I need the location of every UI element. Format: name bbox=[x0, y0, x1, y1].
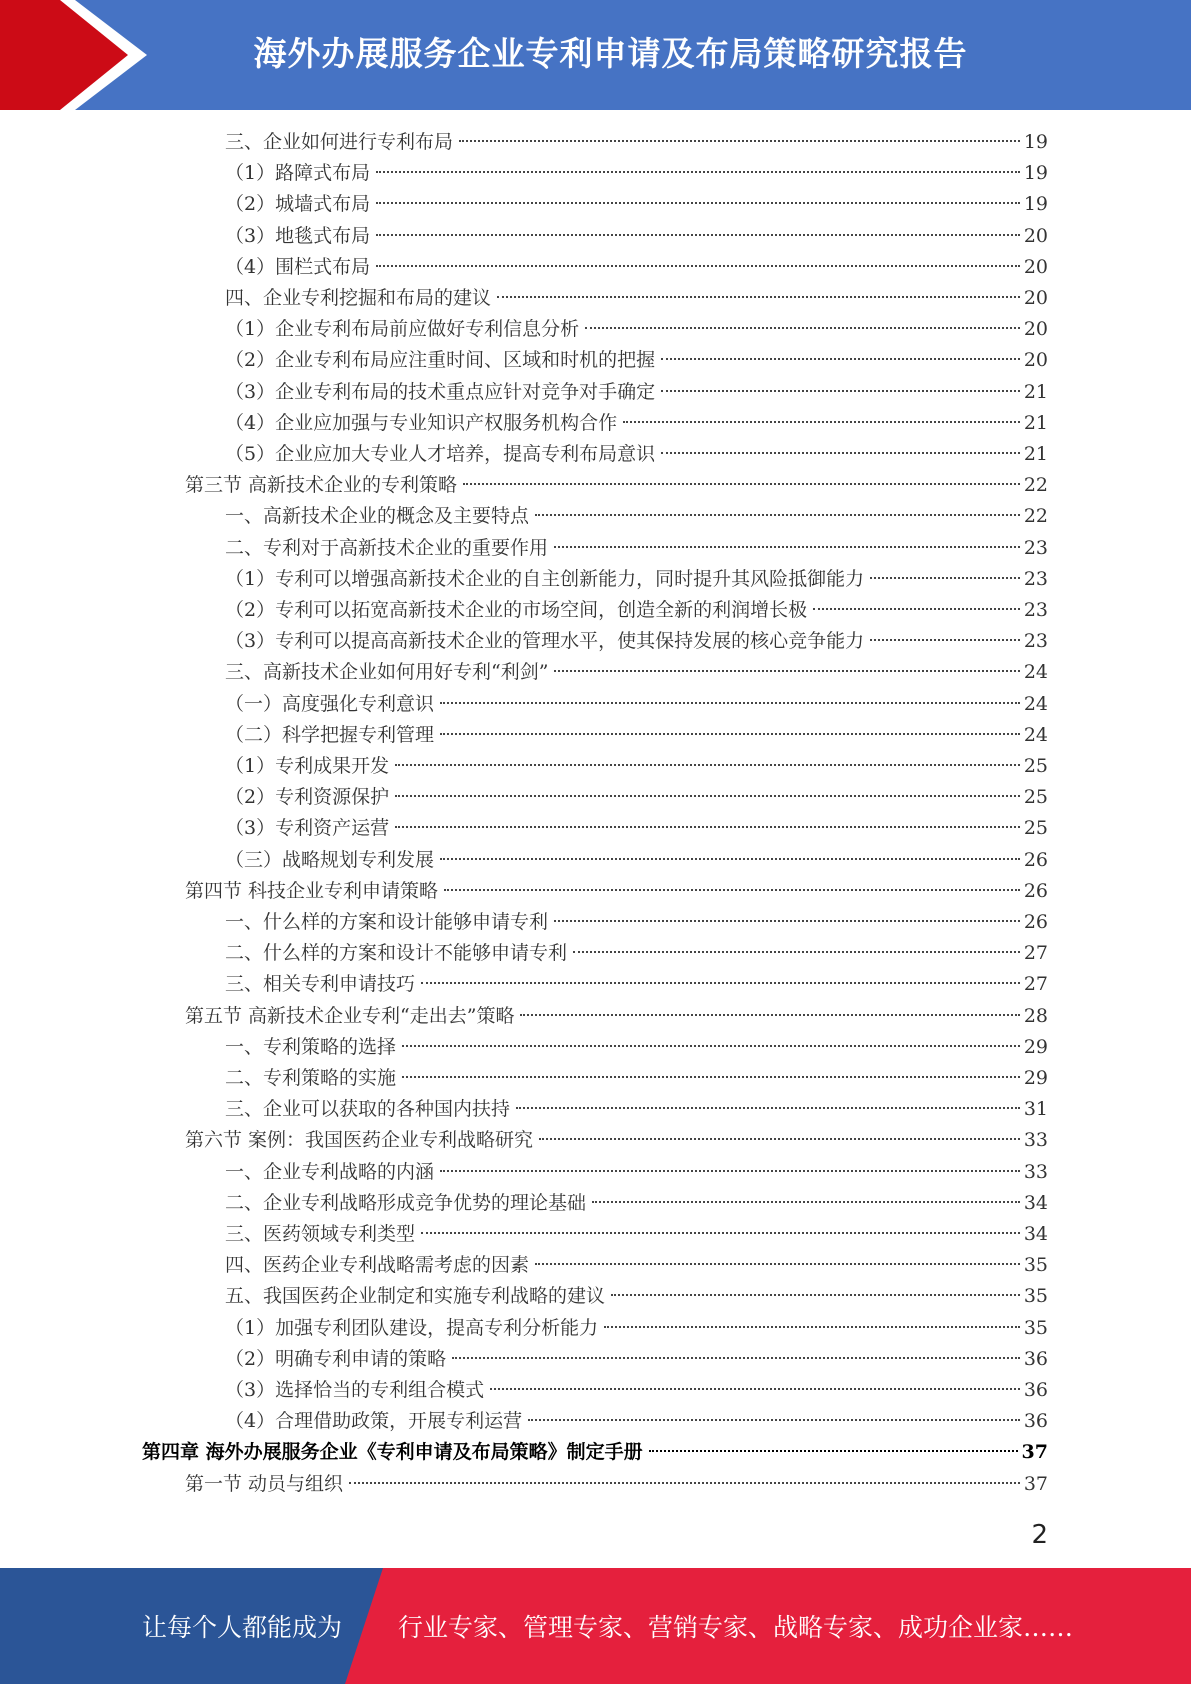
toc-dot-leader bbox=[611, 1294, 1020, 1296]
toc-entry-title: 二、专利对于高新技术企业的重要作用 bbox=[225, 536, 549, 559]
toc-dot-leader bbox=[452, 1357, 1020, 1359]
toc-entry-title: （4）合理借助政策，开展专利运营 bbox=[225, 1410, 523, 1433]
toc-entry[interactable] bbox=[225, 283, 1048, 314]
footer-slogan-right: 行业专家、管理专家、营销专家、战略专家、成功企业家…… bbox=[398, 1613, 1074, 1642]
toc-dot-leader bbox=[490, 1388, 1020, 1390]
toc-entry-title: 五、我国医药企业制定和实施专利战略的建议 bbox=[225, 1285, 606, 1308]
toc-entry-page: 33 bbox=[1023, 1160, 1048, 1183]
toc-entry-title: （1）路障式布局 bbox=[225, 162, 371, 185]
toc-entry-title: （3）选择恰当的专利组合模式 bbox=[225, 1379, 485, 1401]
toc-entry[interactable] bbox=[225, 314, 1048, 345]
toc-entry-page: 23 bbox=[1023, 630, 1048, 653]
toc-dot-leader bbox=[376, 171, 1020, 173]
toc-entry-page: 29 bbox=[1023, 1035, 1048, 1058]
toc-entry-page: 21 bbox=[1023, 380, 1048, 403]
toc-dot-leader bbox=[444, 889, 1020, 891]
toc-entry-title: 四、医药企业专利战略需考虑的因素 bbox=[225, 1254, 530, 1277]
toc-entry[interactable] bbox=[225, 969, 1048, 1000]
toc-entry-title: 一、专利策略的选择 bbox=[225, 1035, 397, 1058]
toc-entry-title: （2）专利可以拓宽高新技术企业的市场空间，创造全新的利润增长极 bbox=[225, 599, 808, 621]
toc-entry[interactable] bbox=[225, 252, 1048, 283]
toc-entry[interactable] bbox=[225, 1094, 1048, 1125]
toc-entry-title: 二、专利策略的实施 bbox=[225, 1067, 397, 1089]
toc-entry-page: 24 bbox=[1023, 661, 1048, 684]
toc-dot-leader bbox=[585, 327, 1020, 329]
toc-entry[interactable] bbox=[225, 345, 1048, 376]
toc-entry-page: 20 bbox=[1023, 224, 1048, 247]
toc-dot-leader bbox=[395, 764, 1020, 766]
toc-entry-page: 24 bbox=[1023, 692, 1048, 715]
toc-entry-page: 34 bbox=[1023, 1223, 1048, 1245]
toc-entry[interactable] bbox=[225, 595, 1048, 626]
toc-entry[interactable] bbox=[225, 1406, 1048, 1437]
toc-dot-leader bbox=[535, 1263, 1020, 1265]
toc-entry[interactable] bbox=[225, 813, 1048, 844]
toc-dot-leader bbox=[349, 1482, 1020, 1484]
toc-entry[interactable] bbox=[225, 501, 1048, 532]
toc-entry-page: 21 bbox=[1023, 411, 1048, 434]
toc-dot-leader bbox=[421, 982, 1020, 984]
toc-entry-page: 33 bbox=[1023, 1129, 1048, 1152]
toc-entry-title: 三、相关专利申请技巧 bbox=[225, 973, 416, 996]
toc-entry-title: 一、企业专利战略的内涵 bbox=[225, 1160, 435, 1183]
toc-entry-title: （5）企业应加大专业人才培养，提高专利布局意识 bbox=[225, 443, 656, 465]
toc-entry-page: 27 bbox=[1023, 942, 1048, 965]
toc-dot-leader bbox=[395, 826, 1020, 828]
toc-entry-title: （1）专利成果开发 bbox=[225, 755, 390, 777]
toc-entry-title: 第四节 科技企业专利申请策略 bbox=[185, 879, 439, 902]
toc-dot-leader bbox=[554, 670, 1019, 672]
toc-entry-page: 23 bbox=[1023, 599, 1048, 621]
toc-entry-page: 35 bbox=[1023, 1316, 1048, 1339]
toc-entry[interactable] bbox=[225, 127, 1048, 158]
toc-entry-title: 四、企业专利挖掘和布局的建议 bbox=[225, 287, 492, 309]
toc-dot-leader bbox=[440, 702, 1020, 704]
toc-entry[interactable] bbox=[225, 1344, 1048, 1375]
toc-dot-leader bbox=[376, 202, 1020, 204]
toc-entry[interactable] bbox=[225, 1219, 1048, 1250]
toc-entry-title: （2）专利资源保护 bbox=[225, 786, 390, 809]
toc-entry[interactable] bbox=[225, 189, 1048, 220]
footer-slogan-left: 让每个人都能成为 bbox=[142, 1613, 343, 1642]
toc-entry[interactable] bbox=[225, 845, 1048, 876]
toc-entry-page: 36 bbox=[1023, 1347, 1048, 1370]
toc-entry-page: 35 bbox=[1023, 1285, 1048, 1308]
toc-entry-title: （三）战略规划专利发展 bbox=[225, 848, 435, 871]
toc-entry[interactable] bbox=[185, 876, 1048, 907]
toc-entry-title: （1）加强专利团队建设，提高专利分析能力 bbox=[225, 1316, 599, 1339]
page-footer bbox=[0, 1568, 1191, 1684]
toc-entry[interactable] bbox=[225, 377, 1048, 408]
toc-entry-title: （4）企业应加强与专业知识产权服务机构合作 bbox=[225, 411, 618, 434]
toc-entry[interactable] bbox=[225, 689, 1048, 720]
toc-entry-title: （2）企业专利布局应注重时间、区域和时机的把握 bbox=[225, 349, 656, 372]
toc-entry[interactable] bbox=[225, 720, 1048, 751]
toc-entry-page: 28 bbox=[1023, 1004, 1048, 1027]
toc-entry[interactable] bbox=[225, 408, 1048, 439]
toc-entry-page: 20 bbox=[1023, 349, 1048, 372]
toc-dot-leader bbox=[463, 483, 1020, 485]
toc-entry-title: （一）高度强化专利意识 bbox=[225, 692, 435, 715]
toc-entry-page: 19 bbox=[1023, 193, 1048, 216]
toc-entry-page: 25 bbox=[1023, 755, 1048, 777]
toc-dot-leader bbox=[649, 1450, 1018, 1452]
toc-entry-title: （2）城墙式布局 bbox=[225, 193, 371, 216]
toc-entry[interactable] bbox=[225, 1188, 1048, 1219]
toc-dot-leader bbox=[376, 265, 1020, 267]
toc-entry-page: 21 bbox=[1023, 443, 1048, 465]
toc-entry-page: 20 bbox=[1023, 255, 1048, 278]
toc-dot-leader bbox=[459, 140, 1020, 142]
toc-entry-page: 26 bbox=[1023, 848, 1048, 871]
toc-entry[interactable] bbox=[225, 1032, 1048, 1063]
toc-dot-leader bbox=[623, 421, 1020, 423]
toc-entry-title: 三、医药领域专利类型 bbox=[225, 1223, 416, 1245]
toc-entry-title: （3）专利资产运营 bbox=[225, 817, 390, 840]
toc-dot-leader bbox=[516, 1107, 1020, 1109]
toc-entry-page: 27 bbox=[1023, 973, 1048, 996]
toc-entry[interactable] bbox=[225, 439, 1048, 470]
toc-dot-leader bbox=[573, 951, 1020, 953]
toc-entry-title: （2）明确专利申请的策略 bbox=[225, 1347, 447, 1370]
toc-entry[interactable] bbox=[142, 1437, 1048, 1468]
toc-entry-page: 36 bbox=[1023, 1410, 1048, 1433]
toc-dot-leader bbox=[402, 1076, 1020, 1078]
toc-dot-leader bbox=[520, 1014, 1019, 1016]
toc-dot-leader bbox=[440, 858, 1020, 860]
page-number: 2 bbox=[1031, 1520, 1048, 1550]
toc-entry[interactable] bbox=[225, 657, 1048, 688]
toc-entry-page: 20 bbox=[1023, 318, 1048, 341]
toc-entry-title: （1）专利可以增强高新技术企业的自主创新能力，同时提升其风险抵御能力 bbox=[225, 567, 865, 590]
toc-entry-title: （1）企业专利布局前应做好专利信息分析 bbox=[225, 318, 580, 341]
toc-entry-title: 一、什么样的方案和设计能够申请专利 bbox=[225, 911, 549, 933]
toc-entry-page: 24 bbox=[1023, 723, 1048, 746]
toc-dot-leader bbox=[440, 733, 1020, 735]
toc-entry[interactable] bbox=[225, 158, 1048, 189]
toc-dot-leader bbox=[440, 1170, 1020, 1172]
toc-entry-title: （3）企业专利布局的技术重点应针对竞争对手确定 bbox=[225, 380, 656, 403]
toc-entry[interactable] bbox=[225, 1250, 1048, 1281]
toc-entry[interactable] bbox=[225, 1313, 1048, 1344]
toc-dot-leader bbox=[592, 1201, 1020, 1203]
toc-dot-leader bbox=[661, 358, 1020, 360]
report-title: 海外办展服务企业专利申请及布局策略研究报告 bbox=[253, 34, 968, 73]
toc-entry-page: 23 bbox=[1023, 567, 1048, 590]
toc-dot-leader bbox=[554, 546, 1020, 548]
toc-entry-page: 25 bbox=[1023, 817, 1048, 840]
toc-entry[interactable] bbox=[225, 221, 1048, 252]
toc-entry-title: （4）围栏式布局 bbox=[225, 255, 371, 278]
toc-entry[interactable] bbox=[225, 1063, 1048, 1094]
toc-dot-leader bbox=[813, 608, 1020, 610]
toc-entry-page: 31 bbox=[1023, 1098, 1048, 1121]
toc-entry-title: （3）地毯式布局 bbox=[225, 224, 371, 247]
toc-entry-page: 22 bbox=[1023, 474, 1048, 497]
toc-dot-leader bbox=[661, 390, 1020, 392]
page-header bbox=[0, 0, 1191, 110]
toc-dot-leader bbox=[497, 296, 1020, 298]
toc-entry-title: （3）专利可以提高高新技术企业的管理水平，使其保持发展的核心竞争能力 bbox=[225, 630, 865, 653]
toc-entry-title: 二、什么样的方案和设计不能够申请专利 bbox=[225, 942, 568, 965]
toc-entry-title: 三、企业可以获取的各种国内扶持 bbox=[225, 1098, 511, 1121]
toc-entry-page: 36 bbox=[1023, 1379, 1048, 1401]
toc-entry-page: 20 bbox=[1023, 287, 1048, 309]
toc-entry[interactable] bbox=[225, 751, 1048, 782]
toc-entry-title: 二、企业专利战略形成竞争优势的理论基础 bbox=[225, 1191, 587, 1214]
toc-entry[interactable] bbox=[225, 1281, 1048, 1312]
toc-entry-title: 第三节 高新技术企业的专利策略 bbox=[185, 474, 458, 497]
toc-entry-title: 第一节 动员与组织 bbox=[185, 1472, 344, 1495]
toc-entry-page: 23 bbox=[1023, 536, 1048, 559]
toc-entry[interactable] bbox=[185, 1001, 1048, 1032]
toc-entry-page: 35 bbox=[1023, 1254, 1048, 1277]
toc-entry-page: 25 bbox=[1023, 786, 1048, 809]
toc-dot-leader bbox=[870, 577, 1020, 579]
toc-entry[interactable] bbox=[225, 1375, 1048, 1406]
toc-dot-leader bbox=[395, 795, 1020, 797]
toc-entry-title: 一、高新技术企业的概念及主要特点 bbox=[225, 505, 530, 528]
toc-entry-title: 第五节 高新技术企业专利“走出去”策略 bbox=[185, 1004, 515, 1027]
toc-entry-page: 22 bbox=[1023, 505, 1048, 528]
toc-entry[interactable] bbox=[185, 1125, 1048, 1156]
toc-entry-page: 37 bbox=[1023, 1472, 1048, 1495]
toc-entry-title: （二）科学把握专利管理 bbox=[225, 723, 435, 746]
toc-dot-leader bbox=[535, 514, 1020, 516]
toc-entry-title: 第六节 案例：我国医药企业专利战略研究 bbox=[185, 1129, 534, 1152]
toc-dot-leader bbox=[528, 1419, 1020, 1421]
toc-entry[interactable] bbox=[185, 1469, 1048, 1500]
toc-dot-leader bbox=[661, 452, 1020, 454]
toc-dot-leader bbox=[539, 1138, 1020, 1140]
toc-entry-page: 26 bbox=[1023, 879, 1048, 902]
toc-entry-page: 29 bbox=[1023, 1067, 1048, 1089]
toc-entry[interactable] bbox=[225, 907, 1048, 938]
toc-entry-title: 三、高新技术企业如何用好专利“利剑” bbox=[225, 661, 549, 684]
toc-entry-page: 34 bbox=[1023, 1191, 1048, 1214]
toc-entry-page: 26 bbox=[1023, 911, 1048, 933]
toc-entry[interactable] bbox=[225, 533, 1048, 564]
toc-dot-leader bbox=[402, 1045, 1020, 1047]
toc-dot-leader bbox=[870, 639, 1020, 641]
toc-entry-page: 19 bbox=[1023, 162, 1048, 185]
toc-entry[interactable] bbox=[225, 1157, 1048, 1188]
toc-dot-leader bbox=[421, 1232, 1020, 1234]
toc-entry-title: 三、企业如何进行专利布局 bbox=[225, 131, 454, 153]
toc-dot-leader bbox=[376, 234, 1020, 236]
toc-entry-title: 第四章 海外办展服务企业《专利申请及布局策略》制定手册 bbox=[142, 1441, 643, 1464]
toc-entry[interactable] bbox=[225, 564, 1048, 595]
toc-entry[interactable] bbox=[225, 782, 1048, 813]
toc-dot-leader bbox=[604, 1326, 1020, 1328]
toc-entry[interactable] bbox=[225, 938, 1048, 969]
toc-dot-leader bbox=[554, 920, 1020, 922]
toc-entry-page: 37 bbox=[1021, 1441, 1048, 1464]
toc-entry-page: 19 bbox=[1023, 131, 1048, 153]
toc-entry[interactable] bbox=[185, 470, 1048, 501]
toc-entry[interactable] bbox=[225, 626, 1048, 657]
